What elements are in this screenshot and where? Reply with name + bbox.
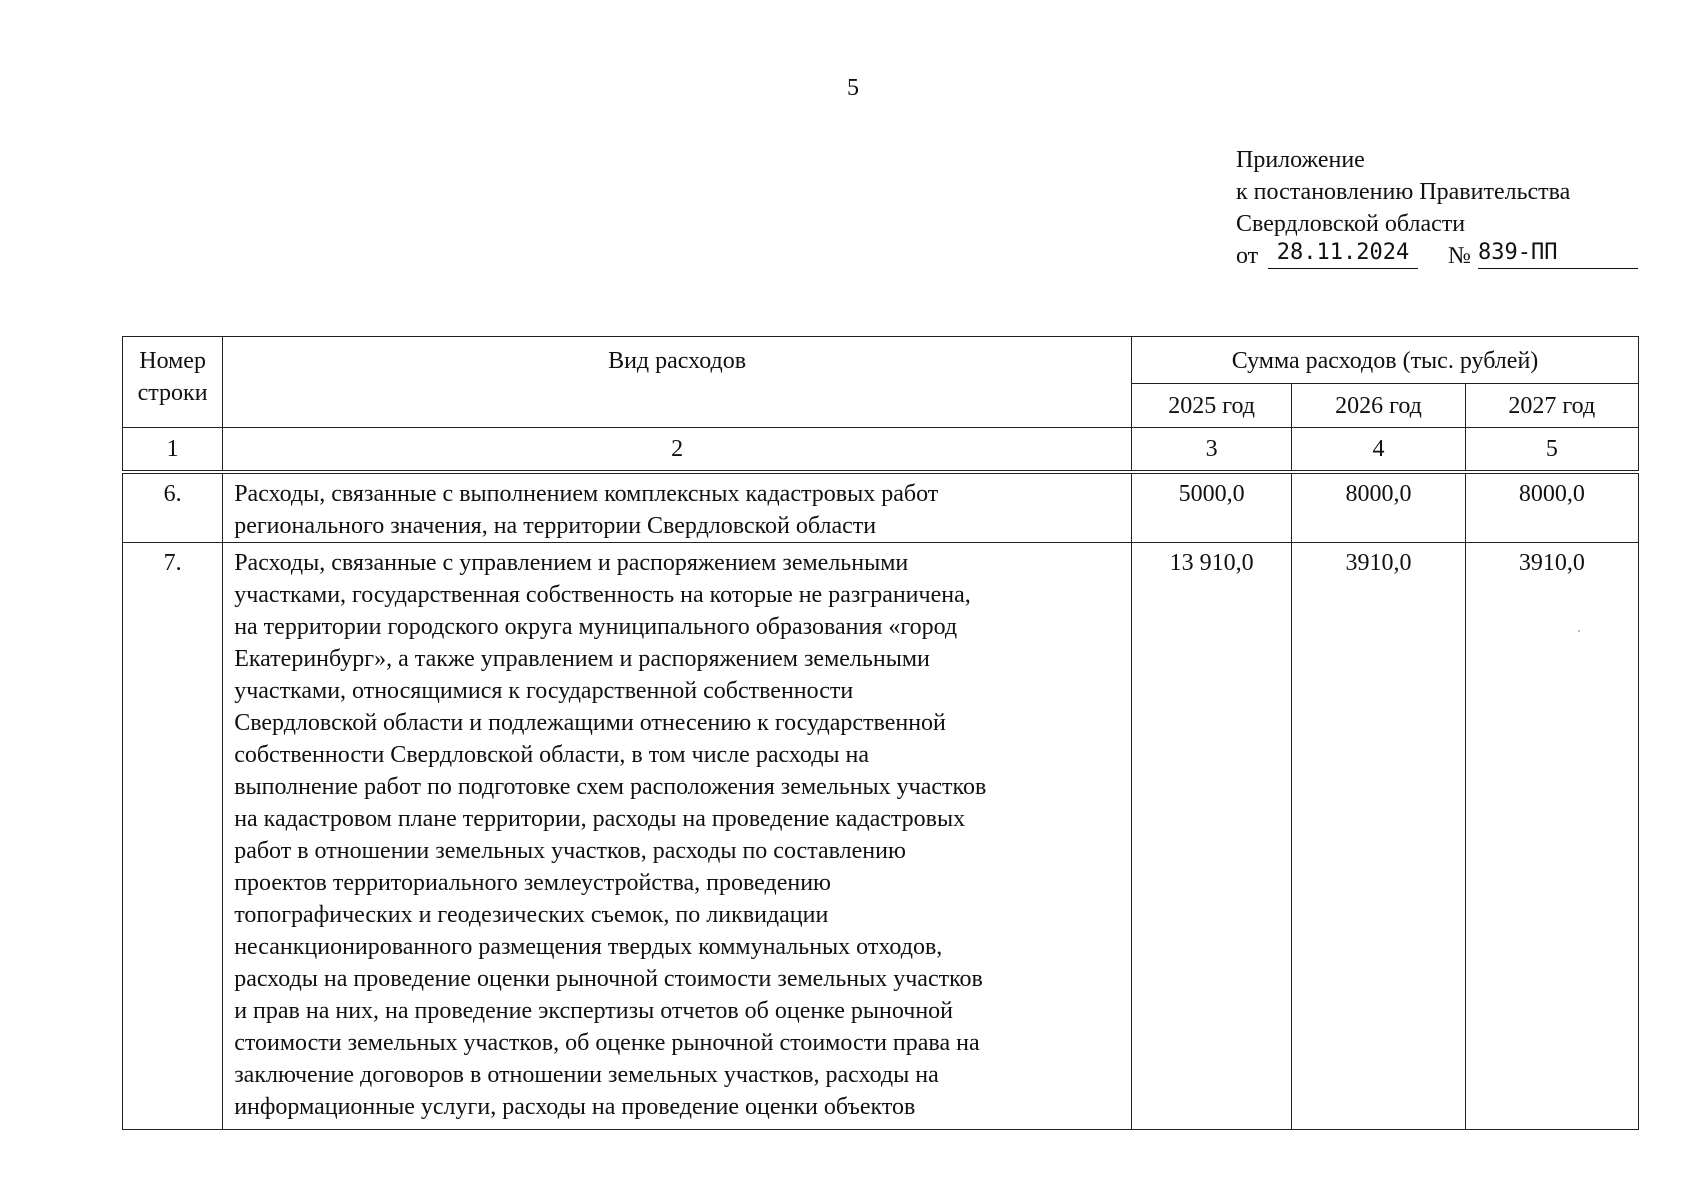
value-2025: 13 910,0 xyxy=(1131,543,1291,1130)
column-index-row xyxy=(123,428,1639,473)
resolution-number: 839-ПП xyxy=(1478,238,1638,269)
date-prefix: от xyxy=(1236,243,1259,269)
appendix-line-2: к постановлению Правительства xyxy=(1236,179,1571,205)
value-2027: 8000,0 xyxy=(1465,472,1638,543)
text-line: проектов территориального землеустройства, проведению xyxy=(234,870,831,896)
resolution-date: 28.11.2024 xyxy=(1268,238,1418,269)
table-row xyxy=(123,472,1639,543)
text-line: заключение договоров в отношении земельных участков, расходы на xyxy=(234,1062,939,1088)
text-line: Расходы, связанные с управлением и распоряжением земельными xyxy=(234,550,909,576)
header-row-number-line-2: строки xyxy=(137,380,208,406)
value-2026: 3910,0 xyxy=(1292,543,1465,1130)
text-line: несанкционированного размещения твердых коммунальных отходов, xyxy=(234,934,943,960)
column-index: 4 xyxy=(1292,428,1465,473)
text-line: Екатеринбург», а также управлением и распоряжением земельными xyxy=(234,646,930,672)
text-line: участками, государственная собственность на которые не разграничена, xyxy=(234,582,971,608)
text-line: Свердловской области и подлежащими отнесению к государственной xyxy=(234,710,946,736)
header-row-1 xyxy=(123,337,1639,384)
value-2025: 5000,0 xyxy=(1131,472,1291,543)
appendix-line-3: Свердловской области xyxy=(1236,211,1466,237)
text-line: Расходы, связанные с выполнением комплексных кадастровых работ xyxy=(234,481,939,507)
text-line: информационные услуги, расходы на проведение оценки объектов xyxy=(234,1094,916,1120)
expenses-table xyxy=(122,336,1639,1130)
row-expense-text xyxy=(223,543,1132,1130)
header-year-2026: 2026 год xyxy=(1292,383,1465,427)
text-line: участками, относящимися к государственной собственности xyxy=(234,678,854,704)
row-expense-text xyxy=(223,472,1132,543)
table-row xyxy=(123,543,1639,1130)
scan-speck xyxy=(1578,630,1580,632)
header-row-number xyxy=(123,337,223,428)
column-index: 5 xyxy=(1465,428,1638,473)
text-line: регионального значения, на территории Свердловской области xyxy=(234,513,877,539)
text-line: на кадастровом плане территории, расходы на проведение кадастровых xyxy=(234,806,966,832)
column-index: 2 xyxy=(223,428,1132,473)
header-row-number-line-1: Номер xyxy=(139,348,206,374)
column-index: 1 xyxy=(123,428,223,473)
row-number: 6. xyxy=(123,472,223,543)
header-sum: Сумма расходов (тыс. рублей) xyxy=(1131,337,1638,384)
appendix-header xyxy=(1236,144,1570,274)
header-year-2025: 2025 год xyxy=(1131,383,1291,427)
text-line: топографических и геодезических съемок, по ликвидации xyxy=(234,902,829,928)
header-year-2027: 2027 год xyxy=(1465,383,1638,427)
column-index: 3 xyxy=(1131,428,1291,473)
text-line: выполнение работ по подготовке схем расположения земельных участков xyxy=(234,774,987,800)
text-line: расходы на проведение оценки рыночной стоимости земельных участков xyxy=(234,966,983,992)
value-2027: 3910,0 xyxy=(1465,543,1638,1130)
row-number: 7. xyxy=(123,543,223,1130)
value-2026: 8000,0 xyxy=(1292,472,1465,543)
text-line: и прав на них, на проведение экспертизы отчетов об оценке рыночной xyxy=(234,998,954,1024)
appendix-title: Приложение xyxy=(1236,147,1365,173)
text-line: работ в отношении земельных участков, расходы по составлению xyxy=(234,838,906,864)
appendix-date-line xyxy=(1236,240,1570,274)
text-line: на территории городского округа муниципального образования «город xyxy=(234,614,958,640)
page-number: 5 xyxy=(847,75,859,101)
text-line: собственности Свердловской области, в том числе расходы на xyxy=(234,742,870,768)
text-line: стоимости земельных участков, об оценке рыночной стоимости права на xyxy=(234,1030,980,1056)
header-expense-type: Вид расходов xyxy=(223,337,1132,428)
number-sign: № xyxy=(1448,243,1471,269)
